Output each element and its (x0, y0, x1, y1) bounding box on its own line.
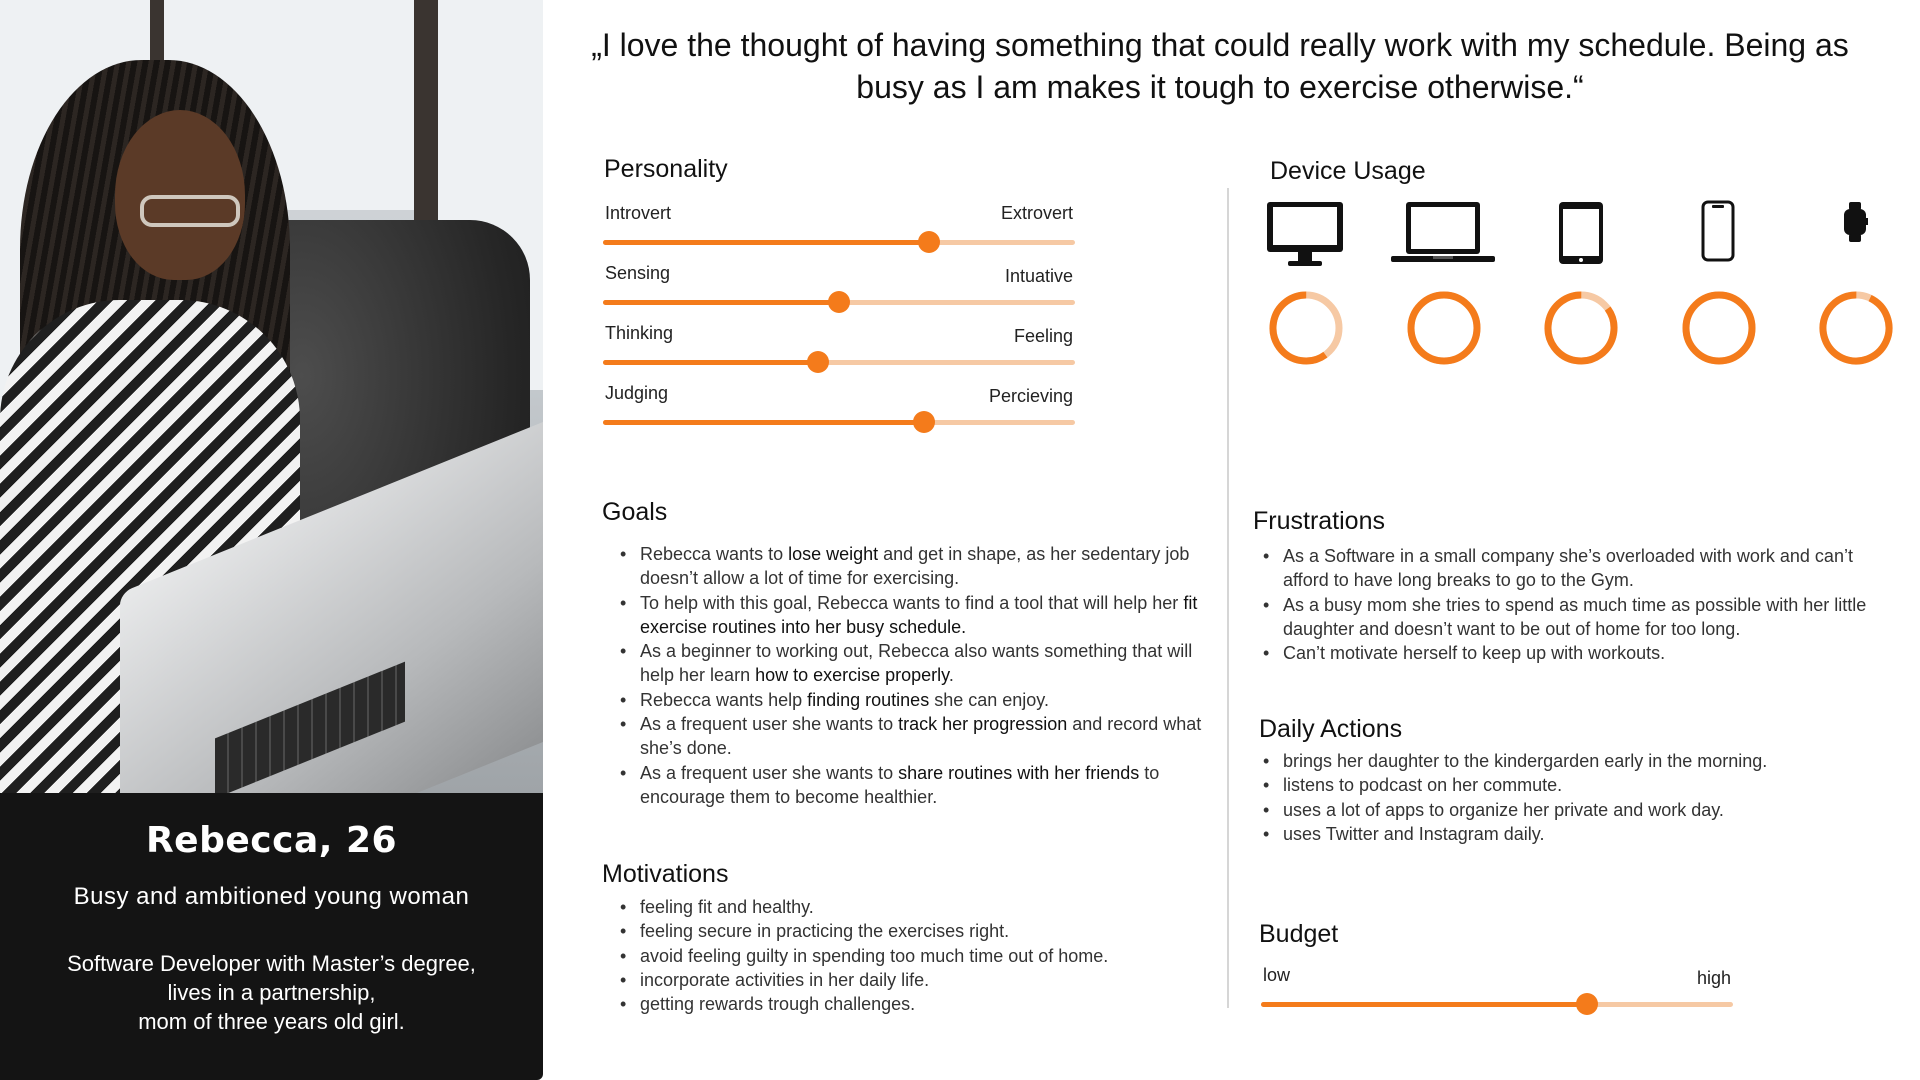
list-item (614, 688, 1204, 712)
list-item: • getting rewards trough challenges. (614, 992, 1204, 1016)
laptop-icon (1388, 200, 1498, 270)
usage-ring (1543, 290, 1619, 366)
list-item: • feeling fit and healthy. (614, 895, 1204, 919)
tablet-icon (1525, 200, 1635, 270)
slider-right-label: Percieving (988, 386, 1073, 406)
list-item: • uses a lot of apps to organize her private and work day. (1257, 798, 1867, 822)
slider-left-label: Thinking (605, 323, 674, 343)
bio-line: Software Developer with Master’s degree, (67, 951, 476, 976)
goal-text: and get in shape, as her sedentary job doesn’t allow a lot of time for exercising. (640, 544, 1190, 589)
slider-left-label: Introvert (605, 203, 672, 223)
goal-highlight: finding routines (807, 689, 930, 710)
usage-ring (1406, 290, 1482, 366)
smartwatch-icon (1800, 200, 1910, 270)
device-laptop (1388, 200, 1498, 380)
personality-slider-sensing-intuative (603, 263, 1075, 311)
list-item (614, 761, 1204, 810)
goal-highlight: share routines with her friends (898, 762, 1140, 783)
personality-slider-introvert-extrovert (603, 203, 1075, 251)
list-item: • Can’t motivate herself to keep up with workouts. (1257, 641, 1867, 665)
usage-ring (1268, 290, 1344, 366)
slider-left-label: Judging (605, 383, 669, 403)
slider-left-label: low (1263, 965, 1291, 985)
goal-text: As a frequent user she wants to (640, 762, 899, 783)
list-item: • avoid feeling guilty in spending too much time out of home. (614, 944, 1204, 968)
frustrations-heading: Frustrations (1253, 507, 1385, 535)
goal-text: To help with this goal, Rebecca wants to find a tool that will help her (640, 592, 1184, 613)
slider-right-label: Intuative (1004, 266, 1073, 286)
frustrations-list (1257, 544, 1867, 665)
slider-left-label: Sensing (605, 263, 671, 283)
list-item: • brings her daughter to the kindergarden early in the morning. (1257, 749, 1867, 773)
device-tablet (1525, 200, 1635, 380)
slider-right-label: high (1696, 968, 1731, 988)
device-smartwatch (1800, 200, 1910, 380)
device-phone (1663, 200, 1773, 380)
list-item: • uses Twitter and Instagram daily. (1257, 822, 1867, 846)
slider-knob (828, 291, 850, 313)
device-desktop (1250, 200, 1360, 380)
goal-text: to encourage them to become healthier. (640, 762, 1160, 807)
list-item: • As a Software in a small company she’s overloaded with work and can’t afford to have long breaks to go to the Gym. (1257, 544, 1867, 593)
goal-text: she can enjoy. (929, 689, 1049, 710)
budget-slider (1261, 965, 1733, 1013)
slider-knob (1576, 993, 1598, 1015)
personality-slider-judging-percieving (603, 383, 1075, 431)
bio-line: mom of three years old girl. (138, 1009, 405, 1034)
slider-right-label: Feeling (1013, 326, 1073, 346)
goal-text: As a frequent user she wants to (640, 714, 899, 735)
list-item (614, 712, 1204, 761)
persona-caption (0, 793, 543, 1080)
goal-text: Rebecca wants to (640, 544, 789, 564)
motivations-heading: Motivations (602, 860, 729, 888)
daily-actions-heading: Daily Actions (1259, 715, 1403, 743)
desktop-icon (1250, 200, 1360, 270)
slider-knob (918, 231, 940, 253)
slider-right-label: Extrovert (1000, 203, 1073, 223)
goal-text: Rebecca wants help (640, 689, 808, 710)
list-item (614, 639, 1204, 688)
slider-knob (913, 411, 935, 433)
goals-list (614, 542, 1204, 809)
persona-quote: „I love the thought of having something that could really work with my schedule. Being as busy as I am makes it tough to exercise otherwise.“ (591, 27, 1849, 105)
persona-bio (0, 949, 543, 1036)
profile-panel (0, 0, 543, 1080)
phone-icon (1663, 200, 1773, 270)
bio-line: lives in a partnership, (167, 980, 376, 1005)
goal-highlight: track her progression (898, 714, 1068, 735)
goal-text: As a beginner to working out, Rebecca also wants something that will help her learn (640, 641, 1193, 686)
daily-actions-list (1257, 749, 1867, 846)
list-item: • feeling secure in practicing the exercises right. (614, 919, 1204, 943)
motivations-list (614, 895, 1204, 1016)
list-item (614, 591, 1204, 640)
list-item (614, 542, 1204, 591)
list-item: • incorporate activities in her daily life. (614, 968, 1204, 992)
goal-text: . (948, 665, 954, 686)
goals-heading: Goals (602, 498, 668, 526)
goal-highlight: lose weight (788, 544, 879, 564)
column-divider (1227, 188, 1229, 1008)
device-usage-heading: Device Usage (1270, 157, 1426, 185)
goal-highlight: fit exercise routines into her busy schedule. (640, 592, 1198, 637)
list-item: • listens to podcast on her commute. (1257, 773, 1867, 797)
personality-slider-thinking-feeling (603, 323, 1075, 371)
usage-ring (1681, 290, 1757, 366)
persona-photo (0, 0, 543, 793)
usage-ring (1818, 290, 1894, 366)
persona-name: Rebecca, 26 (145, 820, 398, 861)
goal-text: and record what she’s done. (640, 714, 1202, 759)
slider-knob (807, 351, 829, 373)
budget-heading: Budget (1259, 920, 1339, 948)
personality-heading: Personality (604, 155, 728, 183)
goal-highlight: how to exercise properly (755, 665, 949, 686)
persona-tagline: Busy and ambitioned young woman (73, 883, 470, 910)
list-item: • As a busy mom she tries to spend as much time as possible with her little daughter and doesn’t want to be out of home for too long. (1257, 593, 1867, 642)
